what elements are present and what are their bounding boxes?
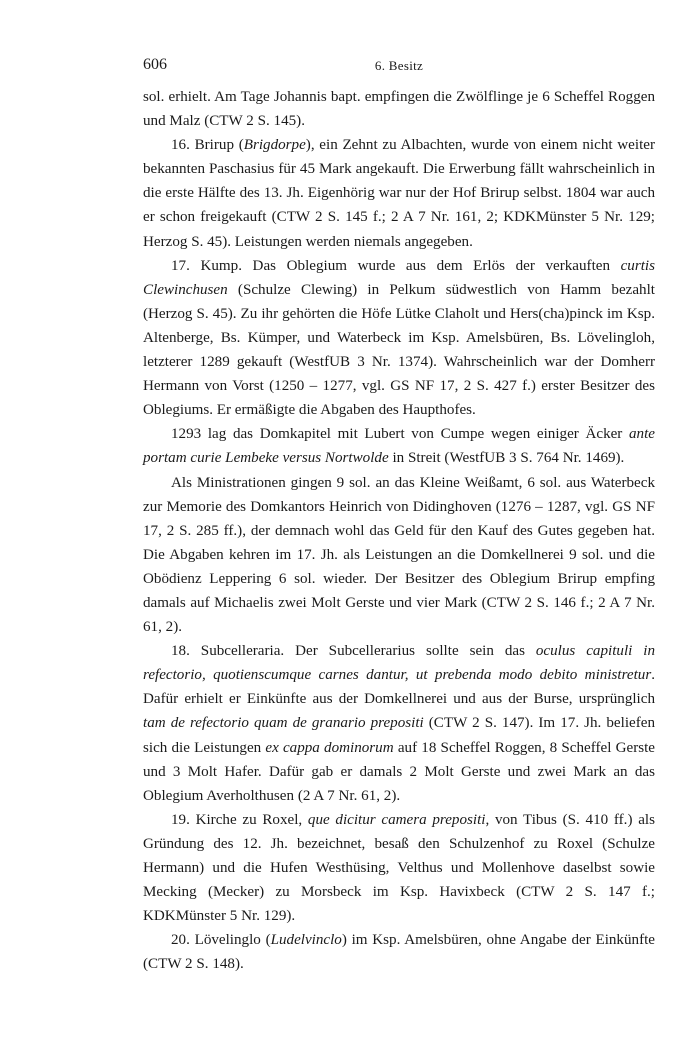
text-run: Als Ministrationen gingen 9 sol. an das Kleine Weißamt, 6 sol. aus Waterbeck zur Memorie des Domkantors Heinrich von Didinghoven (1276 – 1287, vgl. GS NF 17, 2 S. 285 ff.), der demnach wohl das Geld für den Kauf des Gutes gegeben hat. Die Abgaben kehren im 17. Jh. als Leistungen an die Domkellnerei 9 sol. und die Obödienz Leppering 6 sol. wieder. Der Besitzer des Oblegium Brirup empfing damals auf Michaelis zwei Molt Gerste und vier Mark (CTW 2 S. 146 f.; 2 A 7 Nr. 61, 2). [143, 474, 655, 636]
paragraph [143, 639, 655, 808]
page-body [143, 85, 655, 976]
text-run: ) im Ksp. Amelsbüren, ohne Angabe der Einkünfte (CTW 2 S. 148). [143, 932, 655, 973]
italic-text: curtis Clewinchusen [143, 257, 655, 298]
paragraph [143, 133, 655, 253]
text-run: ), ein Zehnt zu Albachten, wurde von einem nicht weiter bekannten Paschasius für 45 Mark angekauft. Die Erwerbung fällt wahrscheinlich in die erste Hälfte des 13. Jh. Eigenhörig war nur der Hof Brirup selbst. 1804 war auch er schon freigekauft (CTW 2 S. 145 f.; 2 A 7 Nr. 161, 2; KDKMünster 5 Nr. 129; Herzog S. 45). Leistungen werden niemals angegeben. [143, 137, 655, 250]
text-run: 1293 lag das Domkapitel mit Lubert von Cumpe wegen einiger Äcker [171, 426, 629, 443]
text-run: sol. erhielt. Am Tage Johannis bapt. empfingen die Zwölflinge je 6 Scheffel Roggen und Malz (CTW 2 S. 145). [143, 89, 655, 130]
running-head: 6. Besitz [374, 58, 424, 73]
text-run: . Dafür erhielt er Einkünfte aus der Domkellnerei und aus der Burse, ursprünglich [143, 667, 655, 708]
text-run: in Streit (WestfUB 3 S. 764 Nr. 1469). [388, 450, 625, 467]
paragraph [143, 808, 655, 928]
text-run: auf 18 Scheffel Roggen, 8 Scheffel Gerste und 3 Molt Hafer. Dafür gab er damals 2 Molt Gerste und zwei Mark an das Oblegium Averholthusen (2 A 7 Nr. 61, 2). [143, 739, 655, 804]
text-run: 19. Kirche zu Roxel, [171, 811, 308, 828]
text-run: 16. Brirup ( [171, 137, 244, 154]
paragraph [143, 422, 655, 470]
italic-text: que dicitur camera prepositi [307, 811, 486, 828]
italic-text: Ludelvinclo [270, 932, 342, 949]
italic-text: ex cappa dominorum [265, 739, 394, 756]
paragraph [143, 85, 655, 133]
text-run: 20. Lövelinglo ( [171, 932, 271, 949]
paragraph [143, 254, 655, 423]
page-header [143, 56, 655, 78]
text-run: (Schulze Clewing) in Pelkum südwestlich von Hamm bezahlt (Herzog S. 45). Zu ihr gehörten die Höfe Lütke Claholt und Hers(cha)pinck im Ksp. Altenberge, Bs. Kümper, und Waterbeck im Ksp. Amelsbüren, Bs. Lövelingloh, letzterer 1289 gekauft (WestfUB 3 Nr. 1374). Wahrscheinlich war der Domherr Hermann von Vorst (1250 – 1277, vgl. GS NF 17, 2 S. 427 f.) erster Besitzer des Oblegiums. Er ermäßigte die Abgaben des Haupthofes. [143, 281, 655, 419]
text-run: , von Tibus (S. 410 ff.) als Gründung des 12. Jh. bezeichnet, besaß den Schulzenhof zu Roxel (Schulze Hermann) und die Hufen Westhüsing, Velthus und Mollenhove daselbst sowie Mecking (Mecker) zu Morsbeck im Ksp. Havixbeck (CTW 2 S. 147 f.; KDKMünster 5 Nr. 129). [143, 811, 655, 925]
paragraph [143, 471, 655, 640]
text-run: 18. Subcelleraria. Der Subcellerarius sollte sein das [171, 643, 536, 660]
page-number: 606 [143, 56, 167, 73]
italic-text: ante portam curie Lembeke versus Nortwolde [143, 426, 655, 467]
italic-text: tam de refectorio quam de granario prepositi [143, 715, 424, 732]
italic-text: oculus capituli in refectorio, quotienscumque carnes dantur, ut prebenda modo debito ministretur [143, 643, 655, 684]
paragraph [143, 928, 655, 976]
italic-text: Brigdorpe [243, 137, 306, 154]
text-run: 17. Kump. Das Oblegium wurde aus dem Erlös der verkauften [171, 257, 621, 274]
text-run: (CTW 2 S. 147). Im 17. Jh. beliefen sich die Leistungen [143, 715, 655, 756]
